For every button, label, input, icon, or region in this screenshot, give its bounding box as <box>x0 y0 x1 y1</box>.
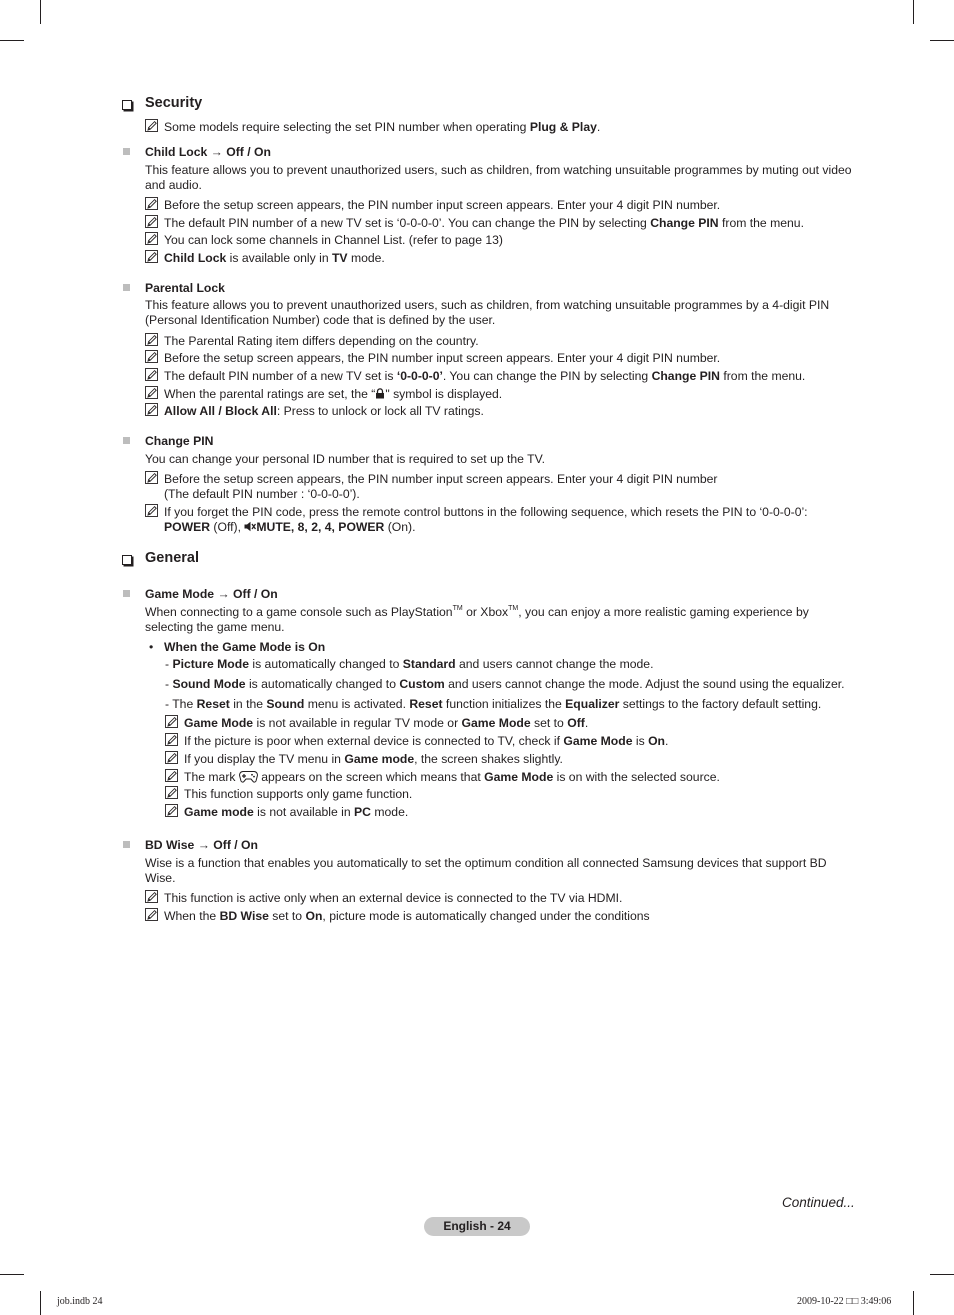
change-pin-note: Before the setup screen appears, the PIN number input screen appears. Enter your 4 digit PIN number <box>164 472 718 486</box>
note-icon <box>165 715 179 729</box>
note-icon <box>145 403 159 417</box>
game-mode-description-cont: selecting the game menu. <box>145 620 285 634</box>
note-icon <box>145 232 159 246</box>
parental-lock-note: Before the setup screen appears, the PIN number input screen appears. Enter your 4 digit PIN number. <box>164 351 721 365</box>
parental-lock-heading: Parental Lock <box>145 281 225 295</box>
note-icon <box>165 804 179 818</box>
game-mode-note: The mark appears on the screen which means that Game Mode is on with the selected source. <box>184 770 720 784</box>
note-icon <box>145 504 159 518</box>
note-icon <box>145 215 159 229</box>
crop-mark <box>930 1274 954 1275</box>
dash-item: - Picture Mode is automatically changed to Standard and users cannot change the mode. <box>165 657 654 671</box>
note-icon <box>145 386 159 400</box>
note-icon <box>145 908 159 922</box>
note-plug-and-play: Some models require selecting the set PIN number when operating Plug & Play. <box>164 120 601 134</box>
crop-mark <box>930 40 954 41</box>
footer-timestamp: 2009-10-22 □□ 3:49:06 <box>797 1296 892 1307</box>
note-icon <box>165 733 179 747</box>
change-pin-description: You can change your personal ID number that is required to set up the TV. <box>145 452 545 466</box>
game-mode-note: Game mode is not available in PC mode. <box>184 805 409 819</box>
note-icon <box>145 119 159 133</box>
note-icon <box>165 751 179 765</box>
parental-lock-note: When the parental ratings are set, the “ " symbol is displayed. <box>164 387 503 401</box>
note-icon <box>145 333 159 347</box>
note-icon <box>145 250 159 264</box>
bullet-square-icon <box>123 437 130 444</box>
dash-item: - Sound Mode is automatically changed to Custom and users cannot change the mode. Adjust the sound using the equalizer. <box>165 677 845 691</box>
crop-mark <box>913 0 914 24</box>
crop-mark <box>40 1291 41 1315</box>
change-pin-note-cont: (The default PIN number : ‘0-0-0-0’). <box>164 487 360 501</box>
section-title-general: General <box>145 550 199 566</box>
note-icon <box>145 350 159 364</box>
child-lock-note: Child Lock is available only in TV mode. <box>164 251 385 265</box>
game-mode-note: If the picture is poor when external device is connected to TV, check if Game Mode is On. <box>184 734 669 748</box>
child-lock-note: Before the setup screen appears, the PIN number input screen appears. Enter your 4 digit PIN number. <box>164 198 721 212</box>
bd-wise-note: This function is active only when an external device is connected to the TV via HDMI. <box>164 891 623 905</box>
crop-mark <box>0 40 24 41</box>
note-icon <box>165 786 179 800</box>
bullet-square-icon <box>123 284 130 291</box>
bd-wise-heading: BD Wise → Off / On <box>145 838 258 852</box>
bullet-square-icon <box>123 841 130 848</box>
game-mode-heading: Game Mode → Off / On <box>145 587 278 601</box>
bullet-dot: • <box>149 640 154 654</box>
section-title-security: Security <box>145 95 203 111</box>
page-number-badge: English - 24 <box>424 1217 530 1236</box>
section-checkbox-icon <box>122 555 132 565</box>
change-pin-note: If you forget the PIN code, press the remote control buttons in the following sequence, which resets the PIN to ‘0-0-0-0’: <box>164 505 808 519</box>
lock-icon <box>375 388 385 399</box>
crop-mark <box>0 1274 24 1275</box>
child-lock-description: This feature allows you to prevent unauthorized users, such as children, from watching unsuitable programmes by muting out video and audio. <box>145 163 852 192</box>
game-mode-note: Game Mode is not available in regular TV mode or Game Mode set to Off. <box>184 716 589 730</box>
dash-item: - The Reset in the Sound menu is activated. Reset function initializes the Equalizer settings to the factory default setting. <box>165 697 822 711</box>
parental-lock-note: Allow All / Block All: Press to unlock or lock all TV ratings. <box>164 404 484 418</box>
crop-mark <box>40 0 41 24</box>
note-icon <box>165 769 179 783</box>
game-mode-description: When connecting to a game console such as PlayStation™ or Xbox™, you can enjoy a more realistic gaming experience by <box>145 605 809 619</box>
bd-wise-description: Wise is a function that enables you automatically to set the optimum condition all connected Samsung devices that support BD Wise. <box>145 856 827 885</box>
child-lock-note: The default PIN number of a new TV set is ‘0-0-0-0’. You can change the PIN by selecting Change PIN from the menu. <box>164 216 804 230</box>
gamepad-icon <box>239 770 258 783</box>
note-icon <box>145 890 159 904</box>
section-checkbox-icon <box>122 100 132 110</box>
footer-filename: job.indb 24 <box>57 1296 103 1307</box>
mute-speaker-icon <box>244 521 256 532</box>
parental-lock-note: The default PIN number of a new TV set is ‘0-0-0-0’. You can change the PIN by selecting Change PIN from the menu. <box>164 369 806 383</box>
game-mode-note: This function supports only game function. <box>184 787 413 801</box>
change-pin-heading: Change PIN <box>145 434 214 448</box>
crop-mark <box>913 1291 914 1315</box>
game-mode-on-heading: When the Game Mode is On <box>164 640 326 654</box>
game-mode-note: If you display the TV menu in Game mode, the screen shakes slightly. <box>184 752 563 766</box>
note-icon <box>145 197 159 211</box>
parental-lock-note: The Parental Rating item differs depending on the country. <box>164 334 479 348</box>
bullet-square-icon <box>123 148 130 155</box>
bullet-square-icon <box>123 590 130 597</box>
note-icon <box>145 368 159 382</box>
child-lock-note: You can lock some channels in Channel List. (refer to page 13) <box>164 233 503 247</box>
child-lock-heading: Child Lock → Off / On <box>145 145 271 159</box>
bd-wise-note: When the BD Wise set to On, picture mode is automatically changed under the conditions <box>164 909 650 923</box>
change-pin-sequence: POWER (Off), MUTE, 8, 2, 4, POWER (On). <box>164 520 416 534</box>
parental-lock-description: This feature allows you to prevent unauthorized users, such as children, from watching unsuitable programmes by a 4-digit PIN (Personal Identification Number) code that is defined by the user. <box>145 298 830 327</box>
note-icon <box>145 471 159 485</box>
continued-label: Continued... <box>782 1195 855 1210</box>
